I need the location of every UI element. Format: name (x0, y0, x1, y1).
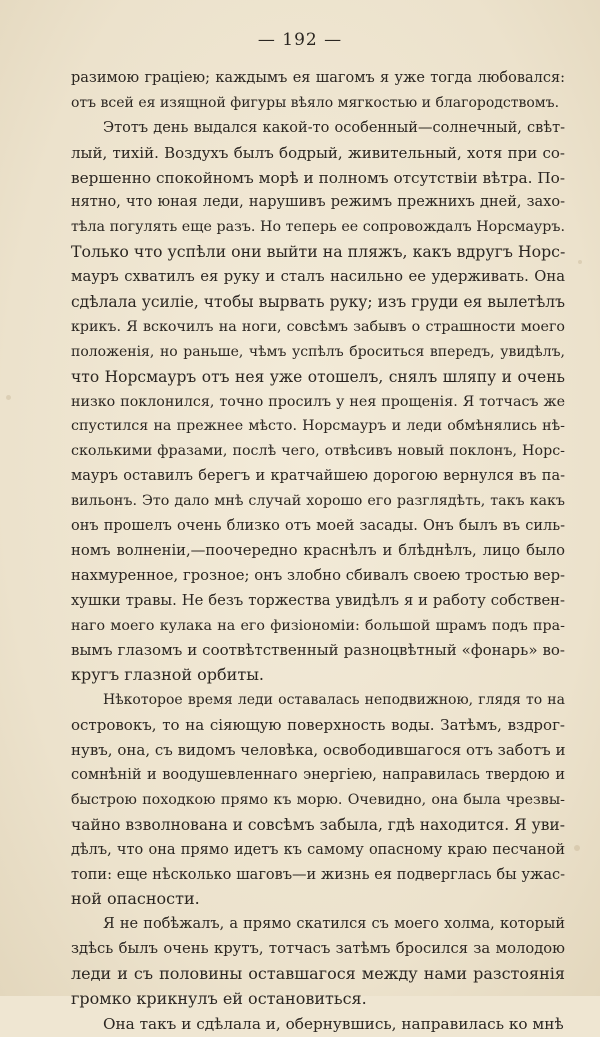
text-line: нахмуренное, грозное; онъ злобно сбивалъ своею тростью вер- (71, 566, 565, 584)
text-line: тѣла погулять еще разъ. Но теперь ее сопровождалъ Норсмауръ. (71, 219, 565, 236)
text-line: дѣлъ, что она прямо идетъ къ самому опасному краю песчаной (71, 841, 565, 858)
text-line: ной опасности. (71, 889, 200, 909)
text-line: положенія, но раньше, чѣмъ успѣлъ броситься впередъ, увидѣлъ, (71, 343, 565, 360)
text-line: здѣсь былъ очень крутъ, тотчасъ затѣмъ бросился за молодою (71, 940, 565, 958)
text-line: низко поклонился, точно просилъ у нея прощенія. Я тотчасъ же (71, 393, 565, 410)
paper-stain (6, 395, 11, 400)
text-line: топи: еще нѣсколько шаговъ—и жизнь ея подверглась бы ужас- (71, 866, 565, 883)
text-line: Она такъ и сдѣлала и, обернувшись, направилась ко мнѣ (103, 1014, 564, 1033)
paper-stain (574, 845, 580, 851)
paper-stain (578, 260, 582, 264)
text-line: быстрою походкою прямо къ морю. Очевидно, она была чрезвы- (71, 791, 565, 808)
text-line: вильонъ. Это дало мнѣ случай хорошо его разглядѣть, такъ какъ (71, 493, 565, 510)
text-body (71, 66, 565, 1037)
text-line: нятно, что юная леди, нарушивъ режимъ прежнихъ дней, захо- (71, 194, 565, 211)
text-line: Только что успѣли они выйти на пляжъ, какъ вдругъ Норс- (71, 242, 565, 262)
text-line: наго моего кулака на его физіономіи: большой шрамъ подъ пра- (71, 617, 565, 634)
text-line: нувъ, она, съ видомъ человѣка, освободившагося отъ заботъ и (71, 741, 565, 760)
text-line: мауръ схватилъ ея руку и сталъ насильно ее удерживать. Она (71, 268, 565, 286)
text-line: чайно взволнована и совсѣмъ забыла, гдѣ находится. Я уви- (71, 815, 565, 834)
paragraph (71, 688, 565, 912)
text-line: вершенно спокойномъ морѣ и полномъ отсутствіи вѣтра. По- (71, 168, 565, 187)
text-line: отъ всей ея изящной фигуры вѣяло мягкостью и благородствомъ. (71, 94, 560, 111)
text-line: островокъ, то на сіяющую поверхность воды. Затѣмъ, вздрог- (71, 716, 565, 735)
paragraph (71, 116, 565, 688)
text-line: Этотъ день выдался какой-то особенный—солнечный, свѣт- (103, 119, 565, 136)
text-line: кругъ глазной орбиты. (71, 665, 265, 685)
paragraph (71, 66, 565, 116)
text-line: Нѣкоторое время леди оставалась неподвижною, глядя то на (103, 692, 565, 709)
text-line: номъ волненіи,—поочередно краснѣлъ и блѣднѣлъ, лицо было (71, 541, 565, 559)
paragraph (71, 912, 565, 1012)
text-line: лый, тихій. Воздухъ былъ бодрый, живительный, хотя при со- (71, 143, 565, 162)
text-line: громко крикнулъ ей остановиться. (71, 988, 367, 1008)
text-line: онъ прошелъ очень близко отъ моей засады. Онъ былъ въ силь- (71, 518, 565, 535)
text-line: что Норсмауръ отъ нея уже отошелъ, снялъ шляпу и очень (71, 367, 565, 386)
text-line: сдѣлала усиліе, чтобы вырвать руку; изъ груди ея вылетѣлъ (71, 293, 565, 312)
text-line: спустился на прежнее мѣсто. Норсмауръ и леди обмѣнялись нѣ- (71, 418, 565, 435)
text-line: крикъ. Я вскочилъ на ноги, совсѣмъ забывъ о страшности моего (71, 318, 565, 335)
text-line: вымъ глазомъ и соотвѣтственный разноцвѣтный «фонарь» во- (71, 641, 565, 660)
page-number: — 192 — (257, 30, 343, 50)
text-line: сколькими фразами, послѣ чего, отвѣсивъ новый поклонъ, Норс- (71, 443, 565, 460)
text-line: разимою граціею; каждымъ ея шагомъ я уже тогда любовался: (71, 70, 565, 86)
text-line: Я не побѣжалъ, а прямо скатился съ моего холма, который (103, 916, 565, 933)
text-line: леди и съ половины оставшагося между нами разстоянія (71, 964, 565, 984)
text-line: сомнѣній и воодушевленнаго энергіею, направилась твердою и (71, 766, 565, 783)
text-line: мауръ оставилъ берегъ и кратчайшею дорогою вернулся въ па- (71, 468, 565, 485)
paragraph (71, 1012, 565, 1037)
text-line: хушки травы. Не безъ торжества увидѣлъ я и работу собствен- (71, 591, 565, 609)
